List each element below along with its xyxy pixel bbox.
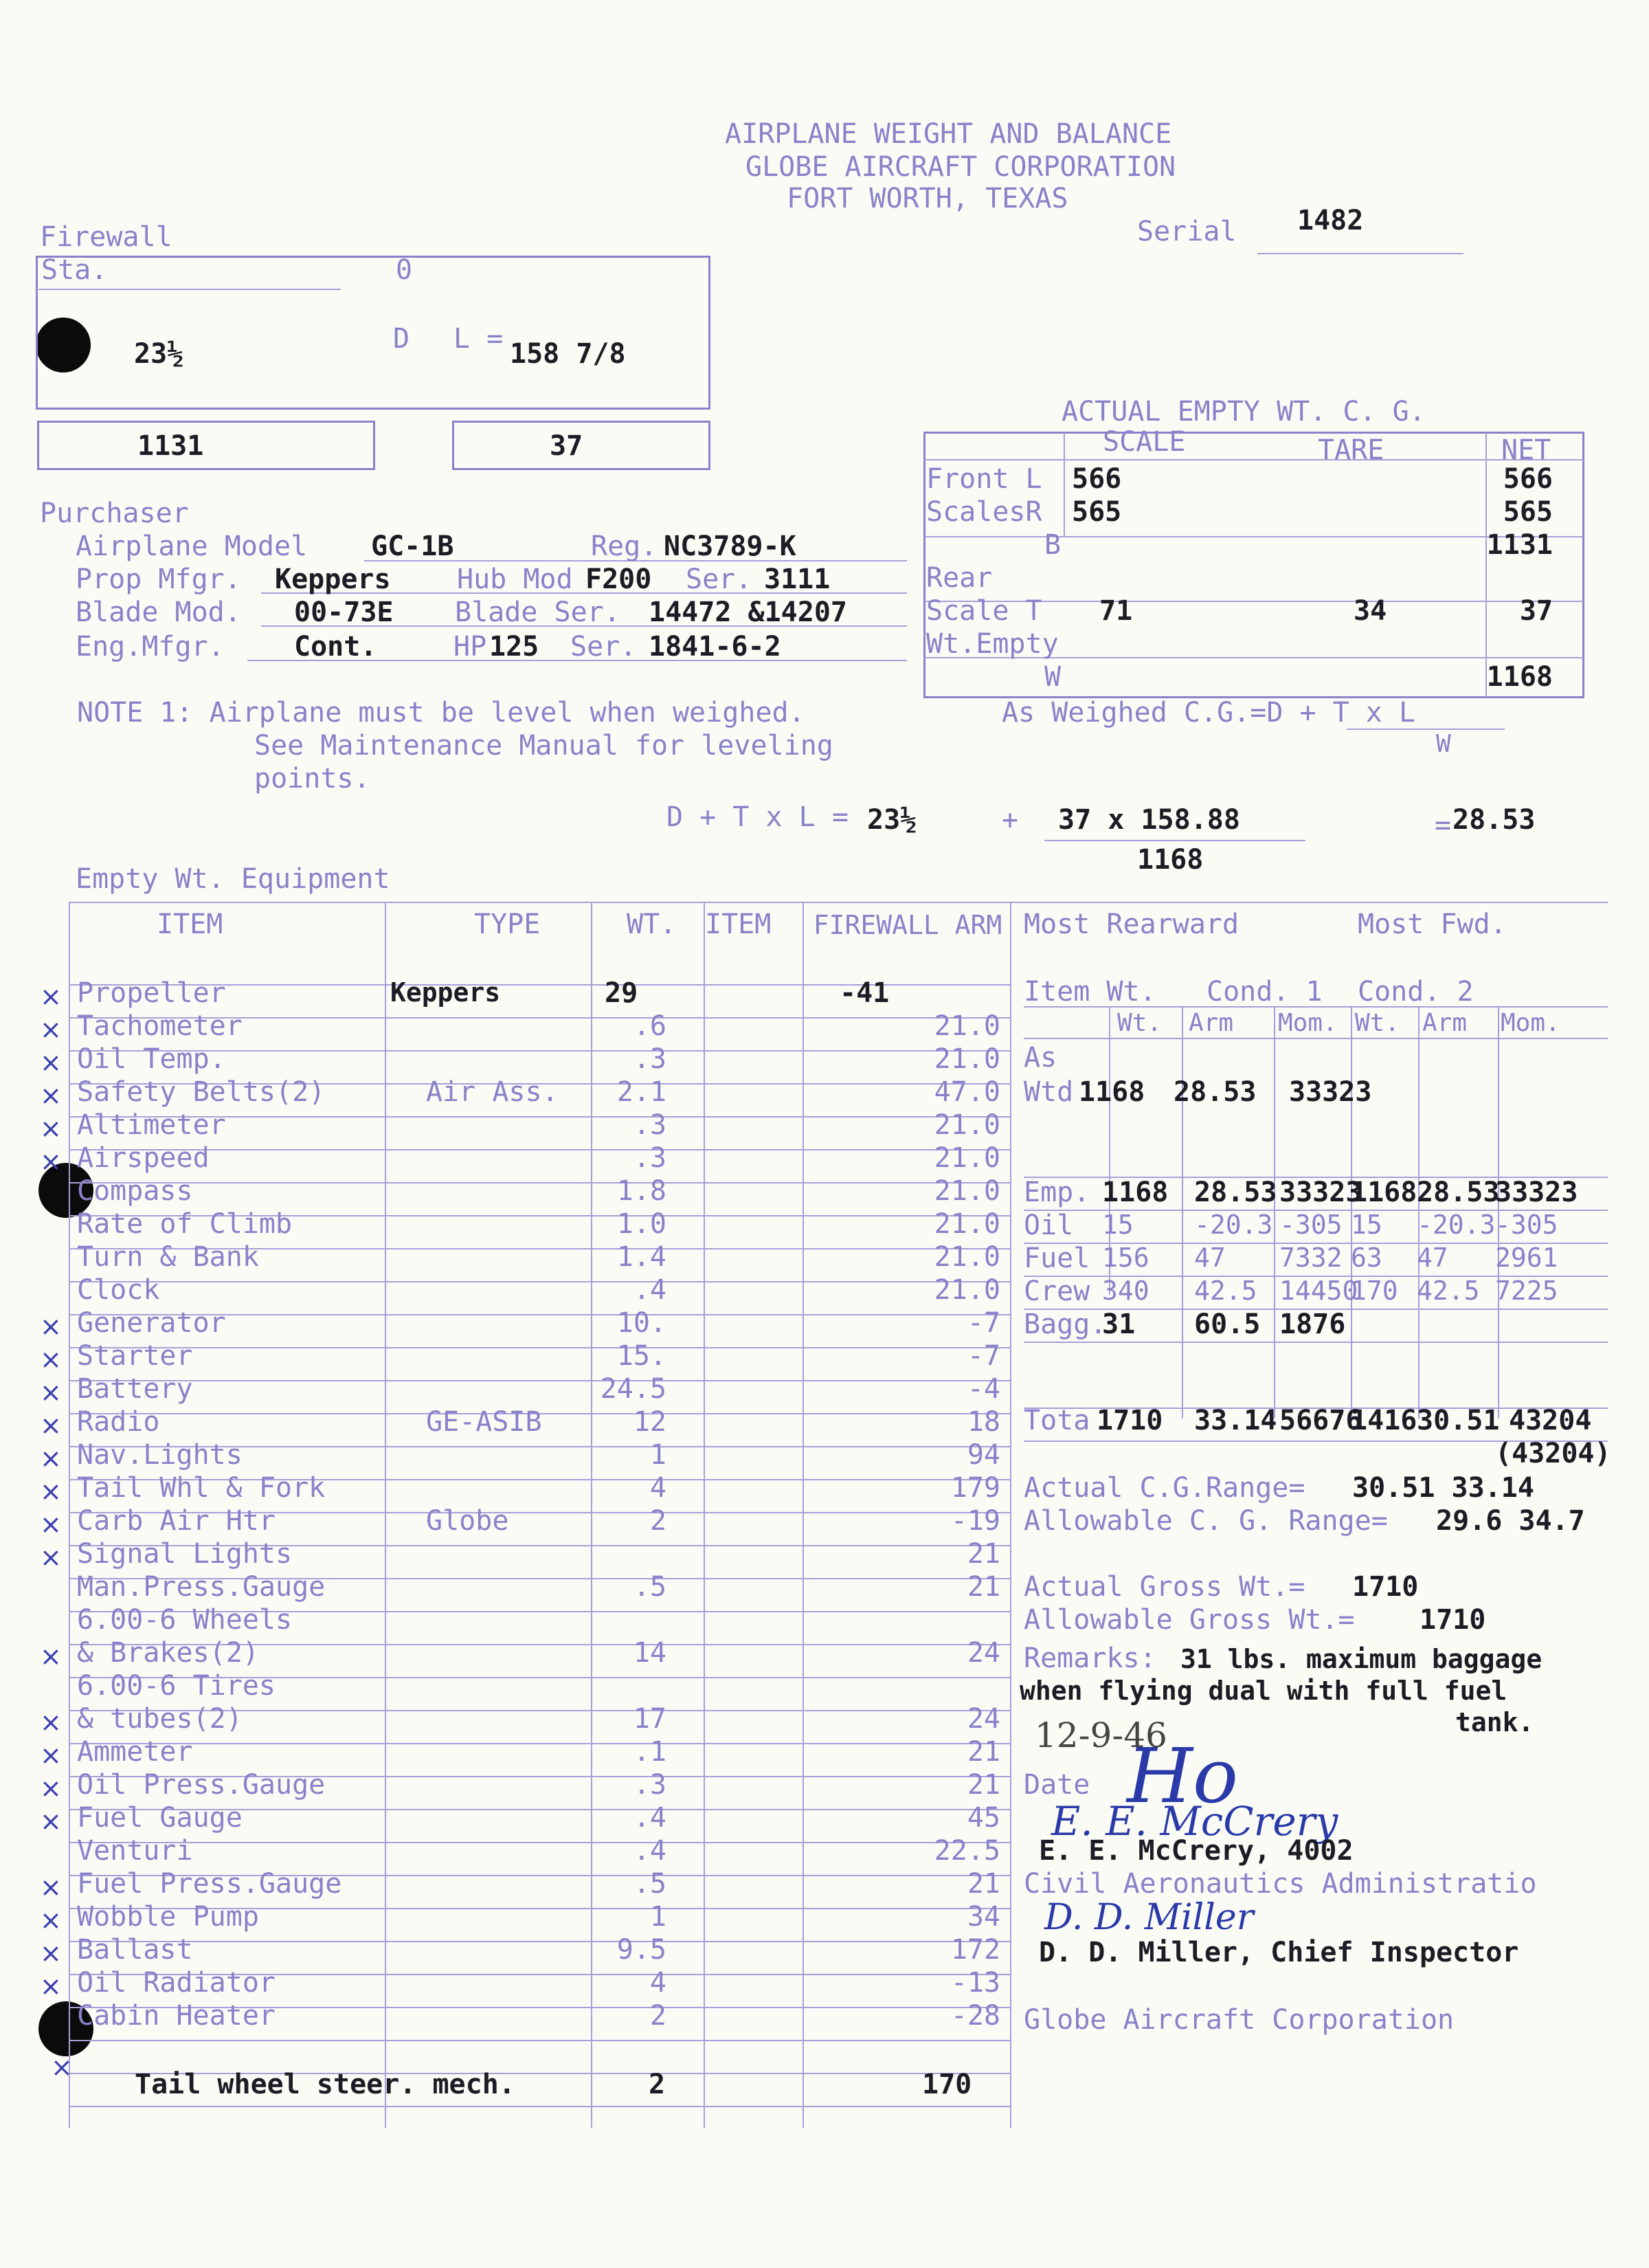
actual-cg-value: 30.51 33.14 <box>1352 1472 1534 1504</box>
load-row-value: 340 <box>1102 1276 1149 1306</box>
equip-arm: 21.0 <box>934 1142 1000 1174</box>
cg-row-label: Rear <box>926 562 993 594</box>
check-mark-icon: × <box>40 1047 62 1078</box>
calc-expr: D + T x L = <box>666 801 849 833</box>
cg-row-net: 1168 <box>1486 661 1553 693</box>
d-value: 23½ <box>134 338 184 370</box>
equip-grid-col <box>1010 902 1011 2128</box>
equip-item: Venturi <box>77 1835 193 1867</box>
initials-signature: Ho <box>1127 1732 1239 1820</box>
allowable-cg-value: 29.6 34.7 <box>1436 1505 1585 1537</box>
check-mark-icon: × <box>40 1146 62 1177</box>
blade-mod-label: Blade Mod. <box>76 597 241 628</box>
equip-item: Airspeed <box>77 1142 210 1174</box>
check-mark-icon: × <box>40 1806 62 1836</box>
cg-row-net: 565 <box>1503 496 1553 528</box>
signature-miller: D. D. Miller <box>1044 1897 1254 1938</box>
load-row-value: 33323 <box>1279 1177 1362 1208</box>
equip-grid-line <box>69 2040 1010 2041</box>
equip-item: 6.00-6 Wheels <box>77 1604 293 1636</box>
load-row-value: 42.5 <box>1194 1276 1257 1306</box>
load-row-value: 1876 <box>1279 1309 1346 1340</box>
note-line-1: NOTE 1: Airplane must be level when weighed. <box>77 697 805 729</box>
equip-wt: 1.4 <box>616 1241 666 1273</box>
cg-header-tare: TARE <box>1318 434 1384 466</box>
box-1131 <box>37 421 375 470</box>
cg-row-label: Wt.Empty <box>926 628 1059 660</box>
cond2-label: Cond. 2 <box>1358 976 1474 1008</box>
equip-item: Propeller <box>77 977 226 1009</box>
cg-row-net: 566 <box>1503 463 1553 495</box>
load-subhead: Arm <box>1422 1009 1468 1037</box>
load-row-value: 31 <box>1102 1309 1136 1340</box>
cg-row-scale: 566 <box>1072 463 1122 495</box>
cg-formula-denominator: W <box>1436 730 1451 758</box>
load-row-value: 47 <box>1417 1243 1448 1273</box>
actual-gross-label: Actual Gross Wt.= <box>1024 1571 1305 1603</box>
allowable-gross-label: Allowable Gross Wt.= <box>1024 1604 1355 1636</box>
equip-wt: 10. <box>616 1307 666 1339</box>
prop-ser-value: 3111 <box>764 564 831 595</box>
equip-wt: 29 <box>605 977 638 1009</box>
equip-arm: 21 <box>967 1769 1000 1801</box>
equip-item: Signal Lights <box>77 1538 293 1570</box>
cg-formula: As Weighed C.G.=D + T x L <box>1002 697 1416 729</box>
note-line-3: points. <box>254 763 370 794</box>
check-mark-icon: × <box>40 1311 62 1342</box>
equip-arm: -41 <box>840 977 890 1009</box>
check-mark-icon: × <box>40 1542 62 1572</box>
check-mark-icon: × <box>40 1476 62 1507</box>
equip-type: Air Ass. <box>426 1076 559 1108</box>
equip-wt: .3 <box>633 1769 666 1801</box>
check-mark-icon: × <box>40 1905 62 1935</box>
load-subhead: Mom. <box>1278 1009 1338 1037</box>
equip-item: Oil Temp. <box>77 1043 226 1075</box>
load-row-value: 42.5 <box>1417 1276 1480 1306</box>
equip-wt: 15. <box>616 1340 666 1372</box>
equip-wt: .4 <box>633 1835 666 1867</box>
as-label: As <box>1024 1042 1057 1074</box>
load-row-value: 14450 <box>1279 1276 1358 1306</box>
cg-row-net: 37 <box>1519 595 1553 627</box>
equip-item: Altimeter <box>77 1109 226 1141</box>
equip-wt: .3 <box>633 1109 666 1141</box>
equip-item: Safety Belts(2) <box>77 1076 326 1108</box>
equip-item: Oil Radiator <box>77 1967 276 1999</box>
equip-arm: 21 <box>967 1736 1000 1768</box>
equip-wt: .5 <box>633 1868 666 1900</box>
box-1131-value: 1131 <box>137 430 204 462</box>
as-wtd-wt: 1168 <box>1079 1076 1145 1108</box>
equip-arm: 179 <box>950 1472 1000 1504</box>
prop-ser-label: Ser. <box>686 564 752 595</box>
cg-row-label: Front L <box>926 463 1042 495</box>
load-row-value: 15 <box>1351 1210 1382 1240</box>
prop-mfgr-label: Prop Mfgr. <box>76 564 241 595</box>
wtd-label: Wtd <box>1024 1076 1074 1108</box>
cg-row-scale: 71 <box>1099 595 1133 627</box>
item-wt-label: Item Wt. <box>1024 976 1156 1008</box>
airplane-model-value: GC-1B <box>371 531 454 562</box>
equip-grid-top <box>69 902 1608 903</box>
sta-underline <box>38 289 341 290</box>
total-value: 33.14 <box>1194 1405 1277 1436</box>
equip-item: Ammeter <box>77 1736 193 1768</box>
equip-item: Radio <box>77 1406 160 1438</box>
equip-grid-col <box>803 902 804 2128</box>
sta-value: 0 <box>396 254 413 286</box>
equip-item: Fuel Gauge <box>77 1802 243 1834</box>
equip-type: Keppers <box>390 977 501 1008</box>
equip-arm: 94 <box>967 1439 1000 1471</box>
check-mark-icon: × <box>40 1740 62 1770</box>
equip-arm: -13 <box>950 1967 1000 1999</box>
serial-underline <box>1257 253 1463 254</box>
load-row-label: Oil <box>1024 1210 1074 1241</box>
equip-arm: 21.0 <box>934 1241 1000 1273</box>
most-fwd-label: Most Fwd. <box>1358 909 1507 940</box>
calc-numerator: 37 x 158.88 <box>1058 804 1240 836</box>
sta-label: Sta. <box>41 254 108 286</box>
equip-item: Oil Press.Gauge <box>77 1769 326 1801</box>
check-mark-icon: × <box>40 1773 62 1803</box>
hp-label: HP <box>453 631 487 663</box>
eng-ser-label: Ser. <box>570 631 637 663</box>
blade-mod-value: 00-73E <box>294 597 394 628</box>
date-handwritten: 12-9-46 <box>1035 1715 1167 1755</box>
load-subhead: Mom. <box>1501 1009 1560 1037</box>
equip-wt: .5 <box>633 1571 666 1603</box>
load-row-value: -305 <box>1279 1210 1343 1240</box>
equip-grid-col <box>69 902 70 2128</box>
equipment-title: Empty Wt. Equipment <box>76 863 390 895</box>
equip-arm: -19 <box>950 1505 1000 1537</box>
equip-header-firewall-arm: FIREWALL ARM <box>813 910 1002 940</box>
load-row-value: 60.5 <box>1194 1309 1261 1340</box>
note-line-2: See Maintenance Manual for leveling <box>254 730 833 761</box>
load-grid-col <box>1274 1006 1275 1419</box>
eng-mfgr-value: Cont. <box>294 631 377 663</box>
equip-grid-col <box>704 902 705 2128</box>
check-mark-icon: × <box>40 1872 62 1902</box>
globe-label: Globe Aircraft Corporation <box>1024 2004 1455 2036</box>
actual-cg-label: Actual C.G.Range= <box>1024 1472 1305 1504</box>
equip-item: Cabin Heater <box>77 2000 276 2032</box>
equip-item: Generator <box>77 1307 226 1339</box>
equip-wt: 1 <box>649 1439 666 1471</box>
equip-wt: 12 <box>633 1406 666 1438</box>
equip-item: Man.Press.Gauge <box>77 1571 326 1603</box>
extra-check-icon: × <box>51 2052 73 2082</box>
load-row-value: 170 <box>1351 1276 1398 1306</box>
load-row-value: -305 <box>1495 1210 1558 1240</box>
equip-arm: 21.0 <box>934 1274 1000 1306</box>
equip-arm: 47.0 <box>934 1076 1000 1108</box>
load-row-label: Emp. <box>1024 1177 1090 1208</box>
equip-wt: 1 <box>649 1901 666 1933</box>
load-row-label: Bagg. <box>1024 1309 1107 1340</box>
cg-row-scale: 565 <box>1072 496 1122 528</box>
total-label: Tota <box>1024 1405 1090 1436</box>
serial-label: Serial <box>1137 216 1237 247</box>
load-row-value: 156 <box>1102 1243 1149 1273</box>
equip-grid-line <box>69 2106 1010 2107</box>
check-mark-icon: × <box>40 1377 62 1408</box>
equip-item: Battery <box>77 1373 193 1405</box>
calc-d-value: 23½ <box>867 804 917 836</box>
load-row-value: -20.3 <box>1194 1210 1273 1240</box>
equip-wt: .3 <box>633 1142 666 1174</box>
equip-wt: 4 <box>649 1472 666 1504</box>
equip-item: Fuel Press.Gauge <box>77 1868 342 1900</box>
equip-arm: -4 <box>967 1373 1000 1405</box>
check-mark-icon: × <box>40 1641 62 1671</box>
blade-ser-value: 14472 &14207 <box>649 597 847 628</box>
equip-item: Starter <box>77 1340 193 1372</box>
cg-row-label: W <box>1044 661 1062 693</box>
check-mark-icon: × <box>40 1410 62 1441</box>
equip-arm: -28 <box>950 2000 1000 2032</box>
cg-row-net: 1131 <box>1486 529 1553 561</box>
equip-arm: 21.0 <box>934 1010 1000 1042</box>
purchaser-label: Purchaser <box>40 498 189 529</box>
equip-grid-col <box>385 902 386 2128</box>
load-row-value: 28.53 <box>1417 1177 1500 1208</box>
equip-wt: 2 <box>649 2000 666 2032</box>
equip-wt: .6 <box>633 1010 666 1042</box>
check-mark-icon: × <box>40 1938 62 1968</box>
equip-arm: 21.0 <box>934 1043 1000 1075</box>
load-row-value: 7225 <box>1495 1276 1558 1306</box>
extra-arm: 170 <box>922 2069 972 2100</box>
total-value: 1710 <box>1097 1405 1163 1436</box>
equip-header-item2: ITEM <box>705 909 772 940</box>
check-mark-icon: × <box>40 1443 62 1474</box>
most-rearward-label: Most Rearward <box>1024 909 1239 940</box>
load-subhead: Wt. <box>1117 1009 1163 1037</box>
total-value: 56676 <box>1279 1405 1362 1436</box>
as-wtd-arm: 28.53 <box>1174 1076 1257 1108</box>
equip-arm: -7 <box>967 1340 1000 1372</box>
equip-wt: 1.8 <box>616 1175 666 1207</box>
firewall-box <box>36 256 710 410</box>
serial-value: 1482 <box>1297 205 1364 236</box>
load-row-label: Fuel <box>1024 1243 1090 1274</box>
cg-table-title: ACTUAL EMPTY WT. C. G. <box>1062 396 1426 427</box>
total-value: 30.51 <box>1417 1405 1500 1436</box>
calc-equals: = <box>1435 810 1452 841</box>
total-value: 43204 <box>1509 1405 1592 1436</box>
equip-item: 6.00-6 Tires <box>77 1670 276 1702</box>
date-label: Date <box>1024 1769 1090 1801</box>
equip-arm: 24 <box>967 1637 1000 1669</box>
equip-arm: 34 <box>967 1901 1000 1933</box>
equip-item: Tail Whl & Fork <box>77 1472 326 1504</box>
hub-mod-value: F200 <box>585 564 652 595</box>
load-row-value: 1168 <box>1351 1177 1417 1208</box>
equip-wt: .4 <box>633 1274 666 1306</box>
equip-item: Ballast <box>77 1934 193 1966</box>
firewall-label: Firewall <box>40 221 172 253</box>
load-row-label: Crew <box>1024 1276 1090 1307</box>
box-37-value: 37 <box>550 430 583 462</box>
equip-arm: 24 <box>967 1703 1000 1735</box>
eng-ser-value: 1841-6-2 <box>649 631 781 663</box>
equip-type: GE-ASIB <box>426 1406 542 1438</box>
cg-header-scale: SCALE <box>1103 426 1186 458</box>
equip-item: Turn & Bank <box>77 1241 259 1273</box>
equip-header-wt: WT. <box>627 909 677 940</box>
airplane-model-label: Airplane Model <box>76 531 308 562</box>
blade-ser-label: Blade Ser. <box>455 597 620 628</box>
equip-item: & tubes(2) <box>77 1703 243 1735</box>
name-miller: D. D. Miller, Chief Inspector <box>1039 1937 1519 1968</box>
cg-header-net: NET <box>1501 434 1551 466</box>
load-row-value: 33323 <box>1495 1177 1578 1208</box>
equip-arm: 21 <box>967 1538 1000 1570</box>
load-row-value: 63 <box>1351 1243 1382 1273</box>
check-mark-icon: × <box>40 1014 62 1045</box>
equip-wt: 2.1 <box>616 1076 666 1108</box>
equip-arm: 21.0 <box>934 1109 1000 1141</box>
l-value: 158 7/8 <box>510 338 626 370</box>
extra-item: Tail wheel steer. mech. <box>135 2069 515 2100</box>
equip-arm: -7 <box>967 1307 1000 1339</box>
hub-mod-label: Hub Mod <box>457 564 573 595</box>
cond1-label: Cond. 1 <box>1207 976 1323 1008</box>
cg-row-label: ScalesR <box>926 496 1042 528</box>
equip-wt: .4 <box>633 1802 666 1834</box>
equip-item: Clock <box>77 1274 160 1306</box>
actual-gross-value: 1710 <box>1352 1571 1419 1603</box>
equip-wt: 9.5 <box>616 1934 666 1966</box>
equip-item: Rate of Climb <box>77 1208 293 1240</box>
check-mark-icon: × <box>40 1707 62 1737</box>
equip-type: Globe <box>426 1505 509 1537</box>
calc-plus: + <box>1002 804 1019 836</box>
equip-wt: 14 <box>633 1637 666 1669</box>
load-row-value: 15 <box>1102 1210 1134 1240</box>
as-wtd-mom: 33323 <box>1289 1076 1372 1108</box>
equip-arm: 18 <box>967 1406 1000 1438</box>
equip-wt: .3 <box>633 1043 666 1075</box>
allowable-cg-label: Allowable C. G. Range= <box>1024 1505 1388 1537</box>
signature-mccrery: E. E. McCrery <box>1051 1798 1338 1845</box>
load-grid-line <box>1024 1038 1608 1039</box>
remarks-line-1: 31 lbs. maximum baggage <box>1180 1644 1543 1674</box>
load-grid-col <box>1182 1006 1183 1419</box>
l-label: L = <box>453 323 504 355</box>
cg-row-label: Scale T <box>926 595 1042 627</box>
remarks-line-2: when flying dual with full fuel <box>1020 1676 1507 1706</box>
load-row-value: 2961 <box>1495 1243 1558 1273</box>
equip-arm: 21.0 <box>934 1208 1000 1240</box>
load-grid-line <box>1024 1342 1608 1343</box>
d-label: D <box>393 323 410 355</box>
header-title: AIRPLANE WEIGHT AND BALANCE <box>725 118 1172 150</box>
load-row-value: 1168 <box>1102 1177 1169 1208</box>
equip-item: & Brakes(2) <box>77 1637 259 1669</box>
calc-denominator: 1168 <box>1137 844 1204 876</box>
calc-result: 28.53 <box>1452 804 1536 836</box>
cg-row-tare: 34 <box>1354 595 1387 627</box>
equip-arm: 45 <box>967 1802 1000 1834</box>
remarks-line-3: tank. <box>1455 1707 1534 1737</box>
header-location: FORT WORTH, TEXAS <box>787 183 1068 214</box>
equip-wt: .1 <box>633 1736 666 1768</box>
cg-row-label: B <box>1044 529 1062 561</box>
remarks-label: Remarks: <box>1024 1643 1156 1674</box>
check-mark-icon: × <box>40 1080 62 1111</box>
header-company: GLOBE AIRCRAFT CORPORATION <box>745 151 1176 183</box>
load-row-value: -20.3 <box>1417 1210 1496 1240</box>
equip-item: Compass <box>77 1175 193 1207</box>
check-mark-icon: × <box>40 981 62 1012</box>
load-subhead: Wt. <box>1355 1009 1400 1037</box>
equip-header-item: ITEM <box>157 909 223 940</box>
equip-item: Wobble Pump <box>77 1901 259 1933</box>
equip-arm: 21 <box>967 1868 1000 1900</box>
check-mark-icon: × <box>40 1971 62 2001</box>
equip-header-type: TYPE <box>474 909 541 940</box>
load-row-value: 47 <box>1194 1243 1226 1273</box>
reg-label: Reg. <box>591 531 658 562</box>
equip-wt: 24.5 <box>600 1373 666 1405</box>
equip-arm: 21 <box>967 1571 1000 1603</box>
load-row-value: 28.53 <box>1194 1177 1277 1208</box>
reg-value: NC3789-K <box>664 531 796 562</box>
equip-item: Nav.Lights <box>77 1439 243 1471</box>
check-mark-icon: × <box>40 1113 62 1144</box>
load-subhead: Arm <box>1189 1009 1234 1037</box>
caa-label: Civil Aeronautics Administratio <box>1024 1868 1537 1900</box>
allowable-gross-value: 1710 <box>1420 1604 1486 1636</box>
equip-arm: 172 <box>950 1934 1000 1966</box>
load-row-value: 7332 <box>1279 1243 1343 1273</box>
extra-wt: 2 <box>649 2069 666 2100</box>
total-value: 1416 <box>1351 1405 1417 1436</box>
equip-arm: 21.0 <box>934 1175 1000 1207</box>
equip-item: Carb Air Htr <box>77 1505 276 1537</box>
equip-item: Tachometer <box>77 1010 243 1042</box>
equip-wt: 4 <box>649 1967 666 1999</box>
total-paren: (43204) <box>1495 1438 1611 1469</box>
check-mark-icon: × <box>40 1509 62 1539</box>
check-mark-icon: × <box>40 1344 62 1375</box>
prop-mfgr-value: Keppers <box>275 564 391 595</box>
equip-wt: 17 <box>633 1703 666 1735</box>
name-mccrery: E. E. McCrery, 4002 <box>1039 1835 1354 1867</box>
equip-arm: 22.5 <box>934 1835 1000 1867</box>
equip-wt: 2 <box>649 1505 666 1537</box>
eng-mfgr-label: Eng.Mfgr. <box>76 631 225 663</box>
hp-value: 125 <box>489 631 539 663</box>
equip-wt: 1.0 <box>616 1208 666 1240</box>
